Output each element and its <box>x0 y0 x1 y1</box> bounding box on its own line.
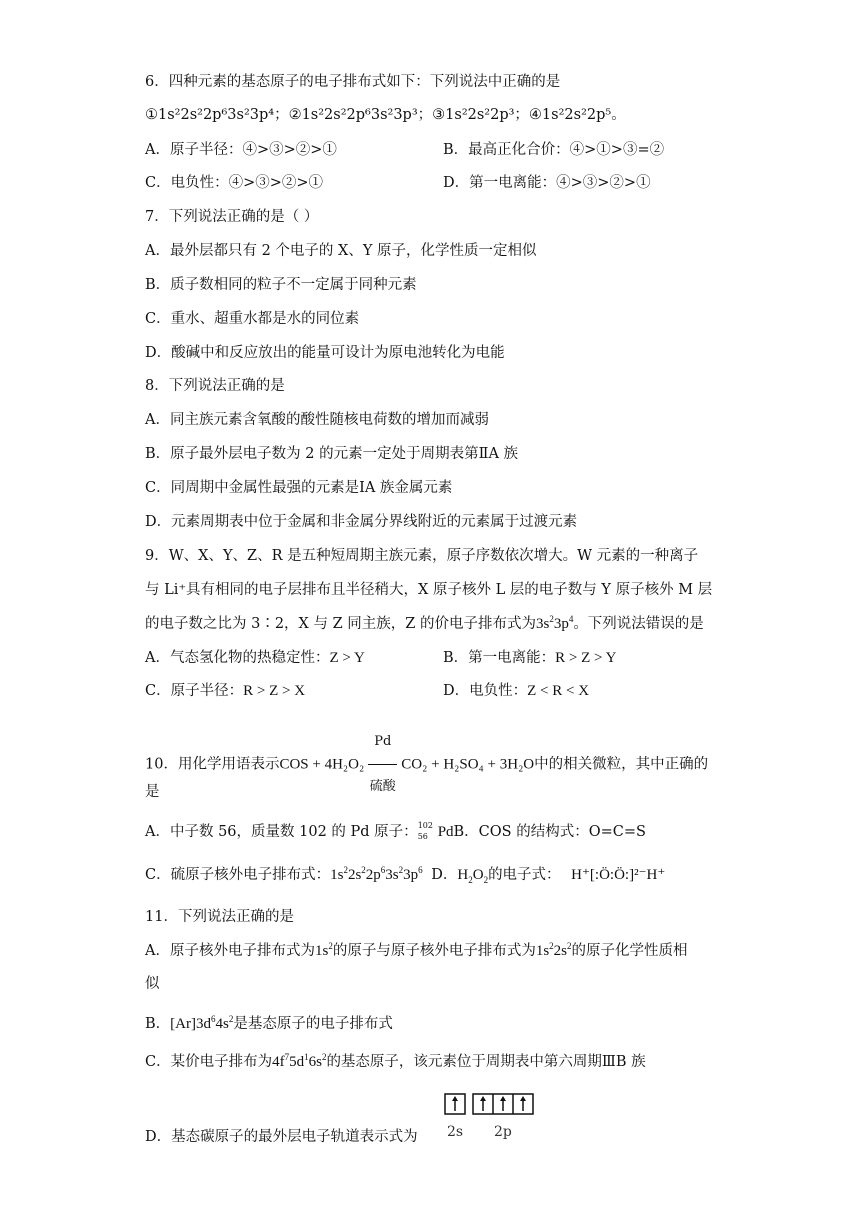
config-ar-3d6-4s2: $[Ar]3d^64s^2$ <box>170 1014 234 1032</box>
q9-line-3-a: 的电子数之比为 3∶2，X 与 Z 同主族，Z 的价电子排布式为 <box>145 616 536 632</box>
q10-catalyst <box>368 722 397 807</box>
label-2s: 2s <box>447 1124 464 1140</box>
q9-line-1: 9．W、X、Y、Z、R 是五种短周期主族元素，原子序数依次增大。W 元素的一种离子 <box>145 548 699 564</box>
q8-option-a: A．同主族元素含氧酸的酸性随核电荷数的增加而减弱 <box>145 412 489 428</box>
q9-option-a <box>145 648 365 668</box>
q8-option-d: D．元素周期表中位于金属和非金属分界线附近的元素属于过渡元素 <box>145 514 578 530</box>
config-1s2: $1s^2$ <box>314 941 333 959</box>
q11-option-b-label: B． <box>145 1016 171 1032</box>
q9-option-b-label: B．第一电离能： <box>443 650 556 666</box>
q7-option-b: B．质子数相同的粒子不一定属于同种元素 <box>145 277 417 293</box>
q9-option-c-label: C．原子半径： <box>145 683 244 699</box>
q10-option-b: B．COS 的结构式：O=C=S <box>453 824 646 840</box>
q9-option-d-expr: Z < R < X <box>527 683 590 699</box>
q10-catalyst-acid: 硫酸 <box>369 779 396 794</box>
q9-option-b <box>443 648 617 668</box>
q10-option-d-label: D． <box>431 867 458 883</box>
q6-option-d: D．第一电离能：④>③>②>① <box>443 175 651 191</box>
q7-option-d: D．酸碱中和反应放出的能量可设计为原电池转化为电能 <box>145 345 505 361</box>
h2o2-electron-formula: H⁺[:Ö:Ö:]²⁻H⁺ <box>571 867 666 883</box>
q11-option-b <box>145 1014 393 1034</box>
q10-option-a <box>145 821 646 843</box>
q11-option-c <box>145 1052 646 1072</box>
orbital-boxes-svg <box>443 1090 543 1142</box>
q9-option-a-expr: Z > Y <box>329 650 365 666</box>
config-4f7-5d1-6s2: $4f^75d^16s^2$ <box>272 1052 327 1070</box>
q10-option-cd <box>145 865 665 885</box>
q10-option-a-label: A．中子数 56，质量数 102 的 Pd 原子： <box>145 824 418 840</box>
q11-option-c-label: C．某价电子排布为 <box>145 1054 273 1070</box>
q6-option-c: C．电负性：④>③>②>① <box>145 175 324 191</box>
q9-line-3-b: 。下列说法错误的是 <box>573 616 704 632</box>
q6-configs: ①1s²2s²2p⁶3s²3p⁴；②1s²2s²2p⁶3s²3p³；③1s²2s²2p³；④1s²2s²2p⁵。 <box>145 107 626 123</box>
q7-option-c: C．重水、超重水都是水的同位素 <box>145 311 360 327</box>
q9-option-b-expr: R > Z > Y <box>555 650 617 666</box>
q6-option-a: A．原子半径：④>③>②>① <box>145 142 337 158</box>
q10-option-c-label: C．硫原子核外电子排布式： <box>145 867 331 883</box>
z-valence-config: $3s^23p^4$ <box>535 614 574 632</box>
q10-stem-b: 中的相关微粒，其中正确的 <box>534 756 709 773</box>
q9-option-c <box>145 681 305 701</box>
q11-option-a-part-1: A．原子核外电子排布式为 <box>145 943 315 959</box>
sulfur-config: $1s^22s^22p^63s^23p^6$ <box>330 865 423 883</box>
config-1s2-2s2: $1s^22s^2$ <box>535 941 572 959</box>
q11-option-a-part-3: 的原子化学性质相 <box>571 943 688 959</box>
h2o2-formula: $H_2O_2$ <box>457 867 489 885</box>
q11-option-b-text: 是基态原子的电子排布式 <box>233 1016 393 1032</box>
q9-option-a-label: A．气态氢化物的热稳定性： <box>145 650 330 666</box>
q9-line-3 <box>145 614 704 634</box>
q7-stem: 7．下列说法正确的是（ ） <box>145 209 319 225</box>
q8-option-c: C．同周期中金属性最强的元素是ⅠA 族金属元素 <box>145 480 453 496</box>
q10-eq-left: COS + 4H₂O₂ <box>279 756 365 773</box>
q11-option-c-text: 的基态原子，该元素位于周期表中第六周期ⅢB 族 <box>326 1054 646 1070</box>
pd-mass-number: 102 <box>417 821 433 830</box>
q9-option-d-label: D．电负性： <box>443 683 528 699</box>
q10-stem-c: 是 <box>145 784 160 800</box>
carbon-orbital-diagram <box>443 1090 543 1142</box>
q9-option-d <box>443 681 589 701</box>
q11-option-d: D．基态碳原子的最外层电子轨道表示式为 <box>145 1129 418 1145</box>
q10-stem <box>145 722 708 807</box>
q11-option-a-line-1 <box>145 941 688 961</box>
pd-isotope-notation <box>418 821 438 843</box>
q10-catalyst-pd: Pd <box>368 722 397 765</box>
pd-symbol: Pd <box>437 824 454 840</box>
q10-stem-a: 10．用化学用语表示 <box>145 756 280 773</box>
q8-option-b: B．原子最外层电子数为 2 的元素一定处于周期表第ⅡA 族 <box>145 446 519 462</box>
q7-option-a: A．最外层都只有 2 个电子的 X、Y 原子，化学性质一定相似 <box>145 243 537 259</box>
q9-line-2: 与 Li⁺具有相同的电子层排布且半径稍大，X 原子核外 L 层的电子数与 Y 原子核外 M 层 <box>145 582 713 598</box>
q11-option-a-line-2: 似 <box>145 976 160 992</box>
q9-option-c-expr: R > Z > X <box>243 683 306 699</box>
q6-stem: 6．四种元素的基态原子的电子排布式如下：下列说法中正确的是 <box>145 74 561 90</box>
q6-option-b: B．最高正化合价：④>①>③=② <box>443 142 665 158</box>
label-2p: 2p <box>494 1124 512 1140</box>
q11-option-a-part-2: 的原子与原子核外电子排布式为 <box>332 943 536 959</box>
pd-atomic-number: 56 <box>417 832 428 841</box>
q10-eq-right: CO₂ + H₂SO₄ + 3H₂O <box>401 756 535 773</box>
q11-stem: 11．下列说法正确的是 <box>145 909 294 925</box>
q10-option-d-mid: 的电子式： <box>488 867 561 883</box>
q8-stem: 8．下列说法正确的是 <box>145 378 285 394</box>
